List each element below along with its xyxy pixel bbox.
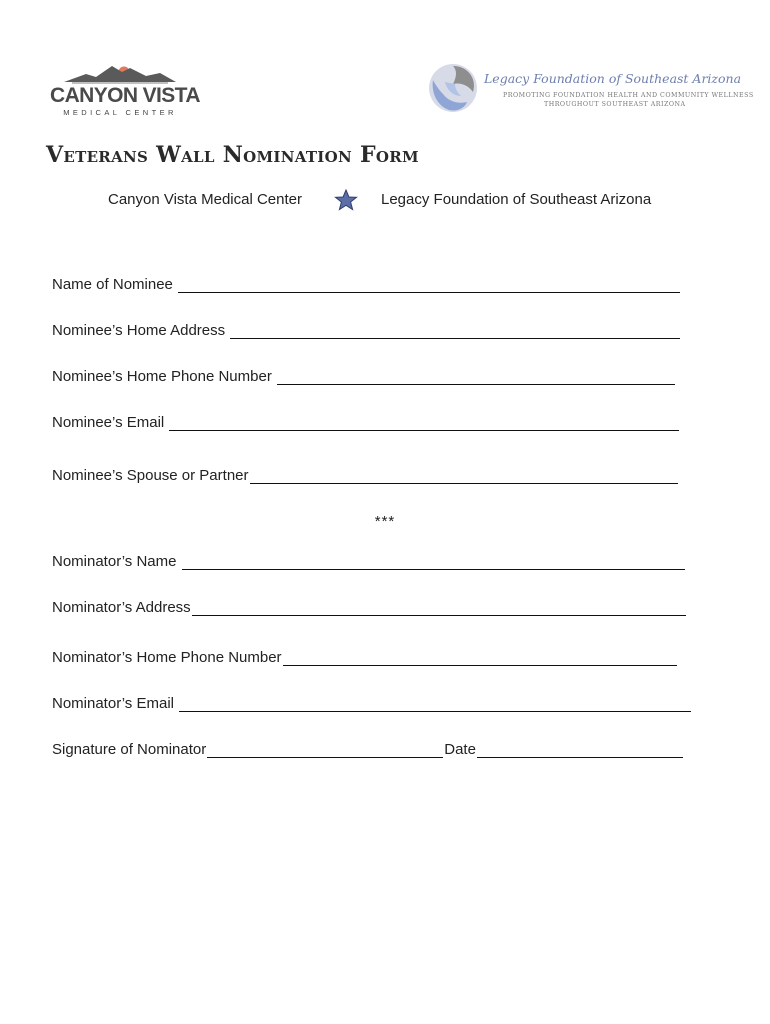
nominee-name-label: Name of Nominee	[52, 276, 173, 293]
partner-legacy-foundation: Legacy Foundation of Southeast Arizona	[381, 191, 652, 208]
date-label: Date	[444, 741, 476, 758]
star-icon	[334, 189, 358, 211]
nominee-address-line[interactable]	[230, 322, 680, 339]
canyon-vista-name: CANYON VISTA	[50, 84, 200, 107]
hands-icon	[427, 62, 479, 116]
nominator-address-label: Nominator’s Address	[52, 599, 191, 616]
nominee-spouse-line[interactable]	[250, 467, 678, 484]
form-title: Veterans Wall Nomination Form	[46, 142, 419, 168]
nominee-address-field	[52, 322, 680, 339]
nominee-email-line[interactable]	[169, 414, 679, 431]
legacy-tagline-2: THROUGHOUT SOUTHEAST ARIZONA	[544, 101, 686, 108]
nominee-spouse-field	[52, 467, 678, 484]
nominee-phone-label: Nominee’s Home Phone Number	[52, 368, 272, 385]
nominator-phone-label: Nominator’s Home Phone Number	[52, 649, 282, 666]
nominee-phone-line[interactable]	[277, 368, 675, 385]
partner-canyon-vista: Canyon Vista Medical Center	[108, 191, 302, 208]
nominator-address-line[interactable]	[192, 599, 686, 616]
mountain-icon	[64, 62, 176, 84]
nominee-spouse-label: Nominee’s Spouse or Partner	[52, 467, 249, 484]
nominee-email-field	[52, 414, 679, 431]
nominee-phone-field	[52, 368, 675, 385]
nominee-name-line[interactable]	[178, 276, 680, 293]
section-separator: ***	[374, 513, 396, 530]
signature-field	[52, 741, 683, 758]
nominator-name-line[interactable]	[182, 553, 685, 570]
signature-label: Signature of Nominator	[52, 741, 207, 758]
date-line[interactable]	[477, 741, 683, 758]
nominator-phone-line[interactable]	[283, 649, 677, 666]
legacy-foundation-name: Legacy Foundation of Southeast Arizona	[484, 71, 742, 86]
nominator-name-field	[52, 553, 685, 570]
signature-line[interactable]	[207, 741, 443, 758]
legacy-tagline-1: PROMOTING FOUNDATION HEALTH AND COMMUNITY WELLNESS	[503, 92, 754, 99]
nominator-email-field	[52, 695, 691, 712]
nominee-name-field	[52, 276, 680, 293]
canyon-vista-logo	[50, 62, 200, 122]
canyon-vista-subtitle: MEDICAL CENTER	[63, 108, 177, 117]
nominator-name-label: Nominator’s Name	[52, 553, 177, 570]
nominator-address-field	[52, 599, 686, 616]
nominator-email-line[interactable]	[179, 695, 691, 712]
nominee-address-label: Nominee’s Home Address	[52, 322, 226, 339]
nominator-email-label: Nominator’s Email	[52, 695, 174, 712]
nominee-email-label: Nominee’s Email	[52, 414, 165, 431]
nominator-phone-field	[52, 649, 677, 666]
legacy-foundation-logo	[427, 62, 754, 122]
